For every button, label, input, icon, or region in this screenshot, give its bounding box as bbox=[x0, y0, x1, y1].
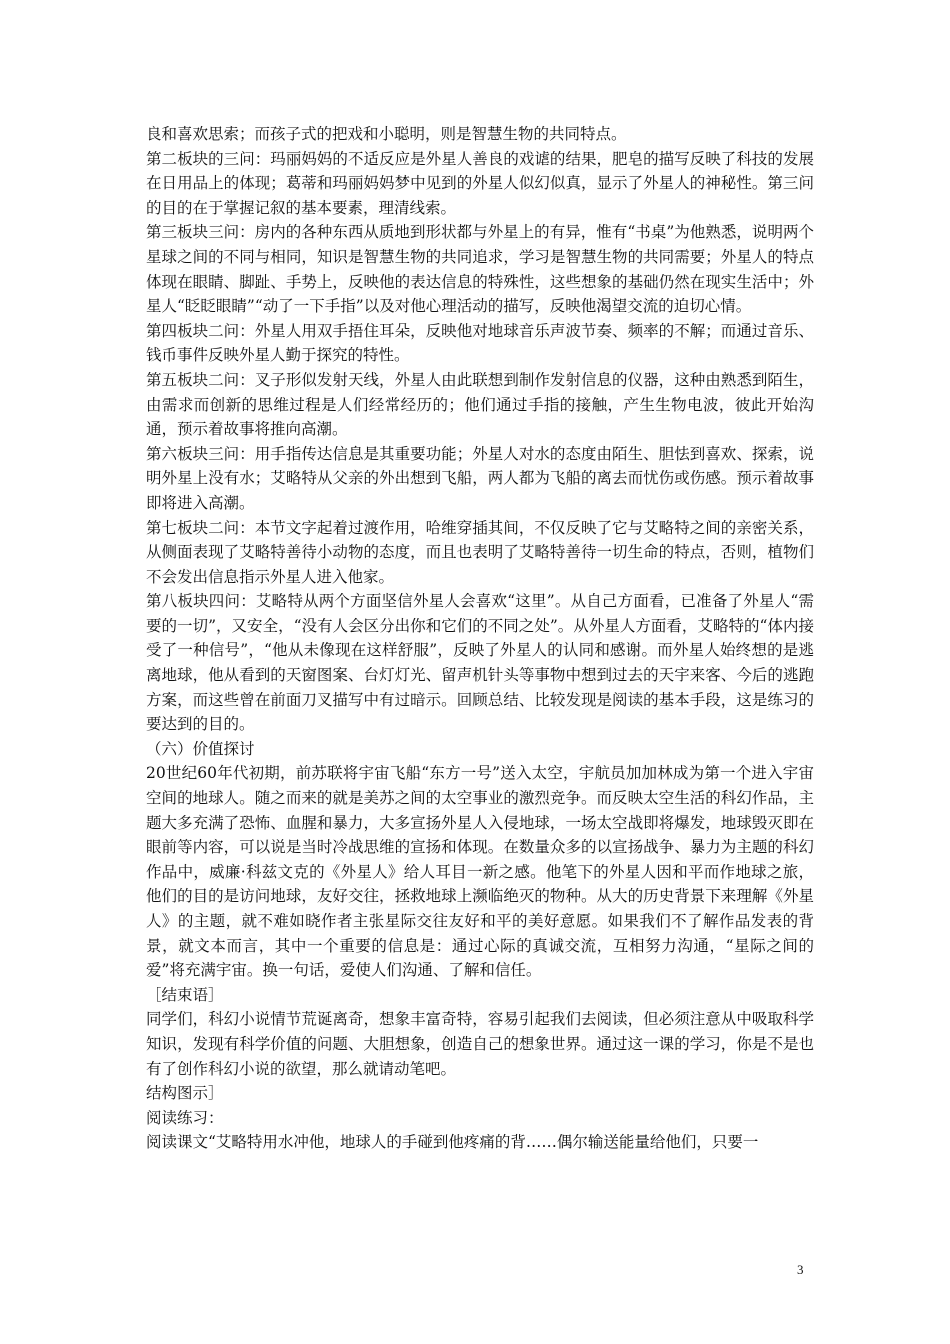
paragraph-closing: 同学们，科幻小说情节荒诞离奇，想象丰富奇特，容易引起我们去阅读，但必须注意从中吸取科学知识，发现有科学价值的问题、大胆想象，创造自己的想象世界。通过这一课的学习，你是不是也有了创作科幻小说的欲望，那么就请动笔吧。 bbox=[146, 1010, 814, 1078]
paragraph-section-8: 第八板块四问：艾略特从两个方面坚信外星人会喜欢“这里”。从自己方面看，已准备了外星人“需要的一切”，又安全，“没有人会区分出你和它们的不同之处”。从外星人方面看，艾略特的“体内接受了一种信号”，“他从未像现在这样舒服”，反映了外星人的认同和感谢。而外星人始终想的是逃离地球，他从看到的天窗图案、台灯灯光、留声机针头等事物中想到过去的天宇来客、今后的逃跑方案，而这些曾在前面刀叉描写中有过暗示。回顾总结、比较发现是阅读的基本手段，这是练习的要达到的目的。 bbox=[146, 592, 814, 734]
paragraph-section-2: 第二板块的三问：玛丽妈妈的不适反应是外星人善良的戏谑的结果，肥皂的描写反映了科技的发展在日用品上的体现；葛蒂和玛丽妈妈梦中见到的外星人似幻似真，显示了外星人的神秘性。第三问的目的在于掌握记叙的基本要素，理清线索。 bbox=[146, 149, 814, 217]
heading-closing: ［结束语］ bbox=[146, 985, 224, 1004]
paragraph-continuation: 良和喜欢思索；而孩子式的把戏和小聪明，则是智慧生物的共同特点。 bbox=[146, 125, 627, 143]
paragraph-section-5: 第五板块二问：叉子形似发射天线，外星人由此联想到制作发射信息的仪器，这种由熟悉到陌生，由需求而创新的思维过程是人们经常经历的；他们通过手指的接触，产生生物电波，彼此开始沟通，预示着故事将推向高潮。 bbox=[146, 370, 814, 439]
paragraph-reading-exercise: 阅读课文“艾略特用水冲他，地球人的手碰到他疼痛的背……偶尔输送能量给他们，只要一 bbox=[146, 1133, 759, 1152]
paragraph-section-4: 第四板块二问：外星人用双手捂住耳朵，反映他对地球音乐声波节奏、频率的不解；而通过音乐、钱币事件反映外星人勤于探究的特性。 bbox=[146, 321, 814, 365]
paragraph-value-discussion: 20世纪60年代初期，前苏联将宇宙飞船“东方一号”送入太空，宇航员加加林成为第一个进入宇宙空间的地球人。随之而来的就是美苏之间的太空事业的激烈竞争。而反映太空生活的科幻作品，主题大多充满了恐怖、血腥和暴力，大多宣扬外星人入侵地球，一场太空战即将爆发，地球毁灭即在眼前等内容，可以说是当时冷战思维的宣扬和体现。在数量众多的以宣扬战争、暴力为主题的科幻作品中，威廉·科兹文克的《外星人》给人耳目一新之感。他笔下的外星人因和平而作地球之旅，他们的目的是访问地球，友好交往，拯救地球上濒临绝灭的物种。从大的历史背景下来理解《外星人》的主题，就不难如晓作者主张星际交往友好和平的美好意愿。如果我们不了解作品发表的背景，就文本而言，其中一个重要的信息是：通过心际的真诚交流，互相努力沟通，“星际之间的爱”将充满宇宙。换一句话，爱使人们沟通、了解和信任。 bbox=[146, 764, 814, 980]
heading-reading-exercise: 阅读练习： bbox=[146, 1108, 224, 1127]
paragraph-section-3: 第三板块三问：房内的各种东西从质地到形状都与外星上的有异，惟有“书桌”为他熟悉，说明两个星球之间的不同与相同，知识是智慧生物的共同追求，学习是智慧生物的共同需要；外星人的特点体现在眼睛、脚趾、手势上，反映他的表达信息的特殊性，这些想象的基础仍然在现实生活中；外星人“眨眨眼睛”“动了一下手指”以及对他心理活动的描写，反映他渴望交流的迫切心情。 bbox=[146, 223, 814, 316]
heading-value-discussion: （六）价值探讨 bbox=[146, 739, 255, 758]
page-number: 3 bbox=[797, 1262, 804, 1277]
heading-structure-diagram: 结构图示］ bbox=[146, 1084, 224, 1103]
paragraph-section-7: 第七板块二问：本节文字起着过渡作用，哈维穿插其间，不仅反映了它与艾略特之间的亲密关系，从侧面表现了艾略特善待小动物的态度，而且也表明了艾略特善待一切生命的特点，否则，植物们不会发出信息指示外星人进入他家。 bbox=[146, 518, 814, 586]
body-text bbox=[146, 122, 814, 1155]
paragraph-section-6: 第六板块三问：用手指传达信息是其重要功能；外星人对水的态度由陌生、胆怯到喜欢、探索，说明外星上没有水；艾略特从父亲的外出想到飞船，两人都为飞船的离去而忧伤或伤感。预示着故事即将进入高潮。 bbox=[146, 444, 814, 512]
